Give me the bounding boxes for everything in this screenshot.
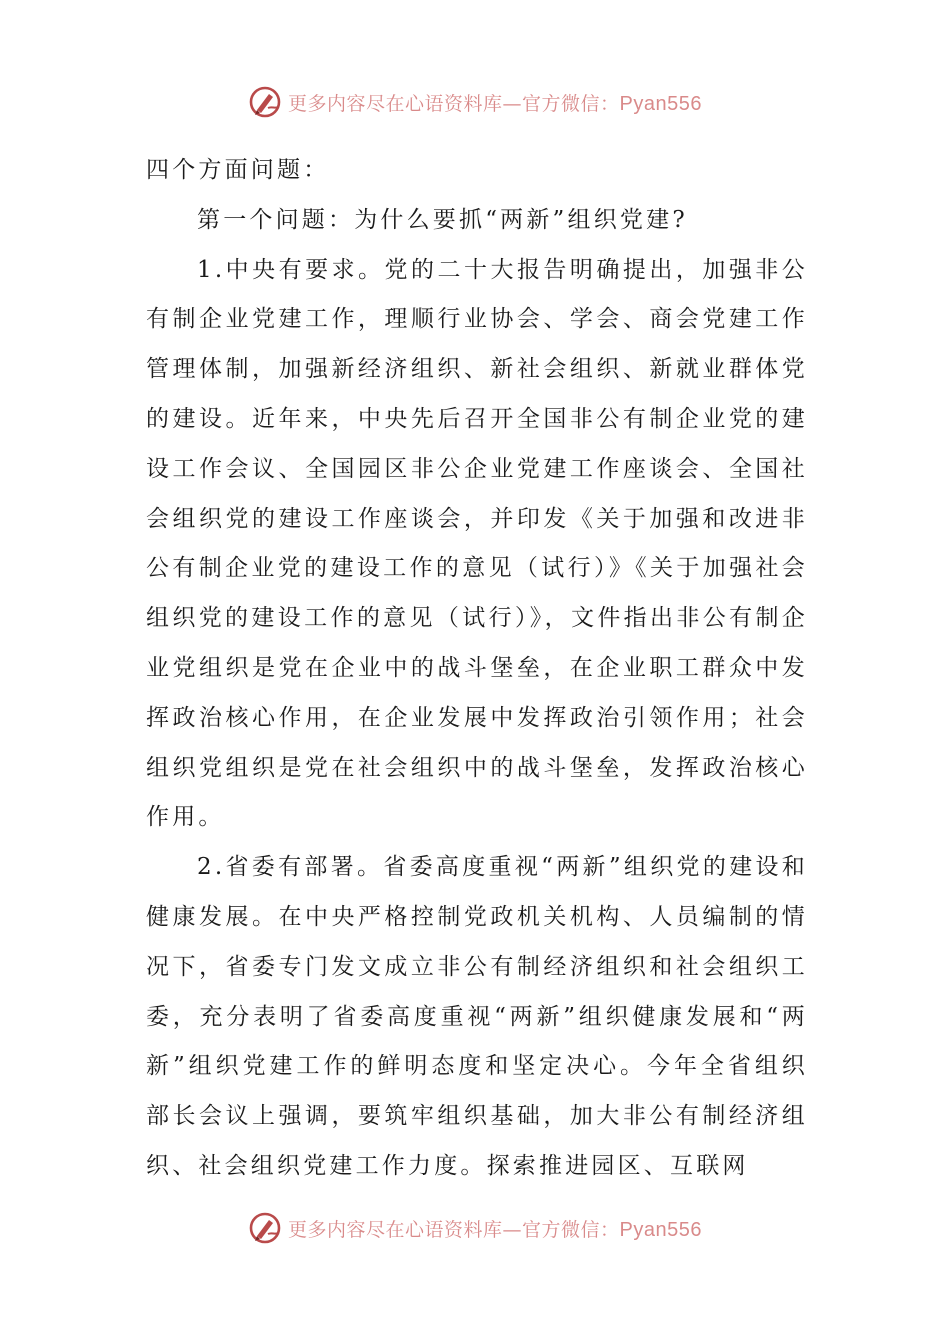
question-heading: 第一个问题：为什么要抓“两新”组织党建? bbox=[197, 206, 688, 233]
watermark-banner bbox=[248, 1211, 702, 1245]
pen-logo-icon bbox=[248, 85, 282, 119]
paragraph-central-requirement: 1.中央有要求。党的二十大报告明确提出，加强非公有制企业党建工作，理顺行业协会、学会、商会党建工作管理体制，加强新经济组织、新社会组织、新就业群体党的建设。近年来，中央先后召开全国非公有制企业党的建设工作会议、全国园区非公企业党建工作座谈会、全国社会组织党的建设工作座谈会，并印发《关于加强和改进非公有制企业党的建设工作的意见（试行）》《关于加强社会组织党的建设工作的意见（试行）》，文件指出非公有制企业党组织是党在企业中的战斗堡垒，在企业职工群众中发挥政治核心作用，在企业发展中发挥政治引领作用；社会组织党组织是党在社会组织中的战斗堡垒，发挥政治核心作用。 bbox=[146, 256, 808, 831]
watermark-banner bbox=[248, 85, 702, 119]
watermark-text: 更多内容尽在心语资料库—官方微信：Pyan556 bbox=[288, 92, 702, 115]
document-body bbox=[146, 146, 808, 1192]
header-watermark bbox=[0, 82, 950, 122]
wechat-id: Pyan556 bbox=[619, 92, 702, 115]
wechat-id: Pyan556 bbox=[619, 1218, 702, 1241]
watermark-text: 更多内容尽在心语资料库—官方微信：Pyan556 bbox=[288, 1218, 702, 1241]
footer-watermark bbox=[0, 1208, 950, 1248]
paragraph-provincial-deployment: 2.省委有部署。省委高度重视“两新”组织党的建设和健康发展。在中央严格控制党政机关机构、人员编制的情况下，省委专门发文成立非公有制经济组织和社会组织工委，充分表明了省委高度重视“两新”组织健康发展和“两新”组织党建工作的鲜明态度和坚定决心。今年全省组织部长会议上强调，要筑牢组织基础，加大非公有制经济组织、社会组织党建工作力度。探索推进园区、互联网 bbox=[146, 854, 808, 1179]
pen-logo-icon bbox=[248, 1211, 282, 1245]
intro-line: 四个方面问题： bbox=[146, 157, 330, 183]
